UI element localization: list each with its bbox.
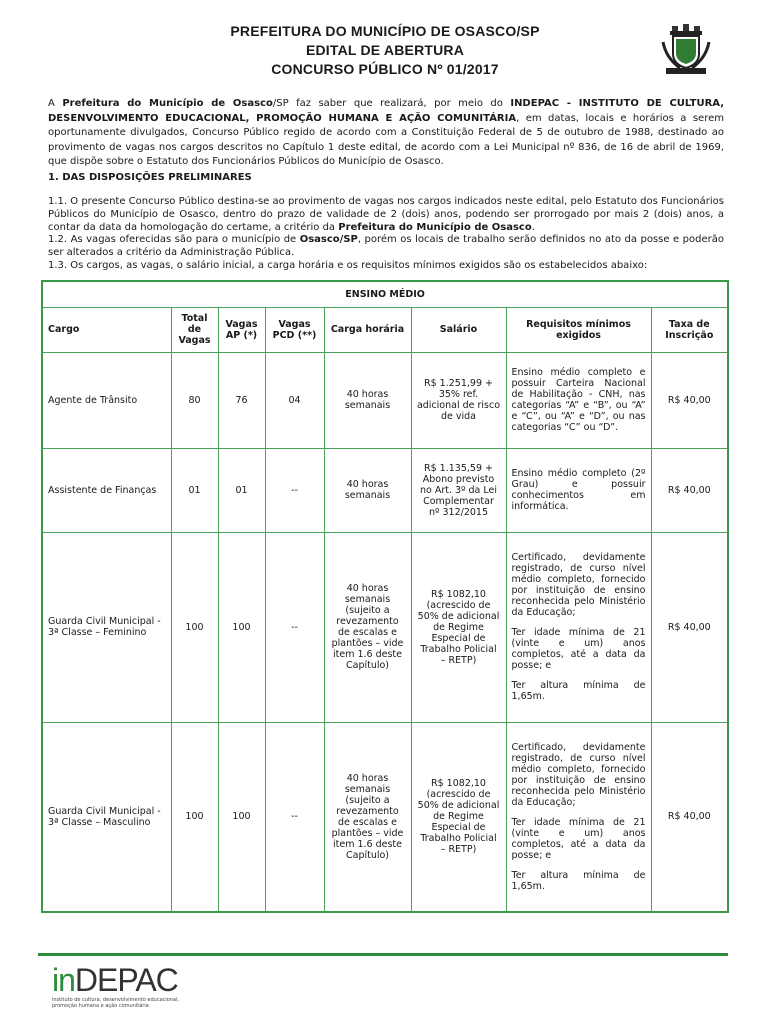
section-1-body [48, 196, 724, 273]
indepac-logo [52, 962, 179, 1009]
cell-requisitos: Ensino médio completo (2º Grau) e possuir conhecimentos em informática. [506, 448, 651, 532]
cell-pcd: 04 [265, 352, 324, 448]
header-line-3: CONCURSO PÚBLICO Nº 01/2017 [271, 61, 499, 77]
cell-requisitos: Certificado, devidamente registrado, de curso nível médio completo, fornecido por instituição de ensino reconhecida pelo Ministério da Educação; Ter idade mínima de 21 (vinte e um) anos completos, até a data da posse; e Ter altura mínima de 1,65m. [506, 722, 651, 912]
header-cargo: Cargo [42, 307, 171, 352]
intro-indepac: INDEPAC - INSTITUTO DE CULTURA, DESENVOLVIMENTO EDUCACIONAL, PROMOÇÃO HUMANA E AÇÃO COMUNITÁRIA [48, 98, 725, 124]
header-vagas-ap: Vagas AP (*) [218, 307, 265, 352]
footer-divider [38, 953, 728, 956]
cell-ap: 100 [218, 532, 265, 722]
cell-salario: R$ 1082,10 (acrescido de 50% de adicional de Regime Especial de Trabalho Policial – RETP) [411, 532, 506, 722]
cell-cargo: Guarda Civil Municipal - 3ª Classe – Feminino [42, 532, 171, 722]
cell-cargo: Assistente de Finanças [42, 448, 171, 532]
cell-total: 01 [171, 448, 218, 532]
table-row [42, 352, 728, 448]
cell-salario: R$ 1.135,59 + Abono previsto no Art. 3º da Lei Complementar nº 312/2015 [411, 448, 506, 532]
cell-taxa: R$ 40,00 [651, 448, 728, 532]
cell-taxa: R$ 40,00 [651, 352, 728, 448]
header-line-1: PREFEITURA DO MUNICÍPIO DE OSASCO/SP [230, 23, 540, 39]
cell-cargo: Guarda Civil Municipal - 3ª Classe – Masculino [42, 722, 171, 912]
cell-taxa: R$ 40,00 [651, 532, 728, 722]
cell-cargo: Agente de Trânsito [42, 352, 171, 448]
table-row [42, 448, 728, 532]
section-1-title: 1. DAS DISPOSIÇÕES PRELIMINARES [48, 172, 252, 183]
header-total-vagas: Total de Vagas [171, 307, 218, 352]
cell-carga: 40 horas semanais (sujeito a revezamento de escalas e plantões – vide item 1.6 deste Capítulo) [324, 722, 411, 912]
cell-ap: 01 [218, 448, 265, 532]
header-taxa: Taxa de Inscrição [651, 307, 728, 352]
table-row [42, 722, 728, 912]
cell-pcd: -- [265, 722, 324, 912]
header-requisitos: Requisitos mínimos exigidos [506, 307, 651, 352]
cell-requisitos: Ensino médio completo e possuir Carteira Nacional de Habilitação - CNH, nas categorias “A” e “B”, ou “A” e “C”, ou “A” e “D”, ou nas categorias “C” ou “D”. [506, 352, 651, 448]
header-salario: Salário [411, 307, 506, 352]
cell-total: 100 [171, 722, 218, 912]
header-vagas-pcd: Vagas PCD (**) [265, 307, 324, 352]
intro-prefeitura: Prefeitura do Município de Osasco [62, 98, 273, 109]
intro-paragraph: A Prefeitura do Município de Osasco/SP faz saber que realizará, por meio do INDEPAC - INSTITUTO DE CULTURA, DESENVOLVIMENTO EDUCACIONAL, PROMOÇÃO HUMANA E AÇÃO COMUNITÁRIA, em datas, locais e horários a serem oportunamente divulgados, Concurso Público regido de acordo com a Constituição Federal de 5 de outubro de 1988, destinado ao provimento de vagas nos cargos descritos no Capítulo 1 deste edital, de acordo com a Lei Municipal nº 836, de 16 de abril de 1969, que dispõe sobre o Estatuto dos Funcionários Públicos do Município de Osasco. [48, 98, 725, 168]
logo-wordmark: inDEPAC [52, 962, 178, 998]
cell-carga: 40 horas semanais [324, 352, 411, 448]
cell-ap: 100 [218, 722, 265, 912]
cell-carga: 40 horas semanais (sujeito a revezamento de escalas e plantões – vide item 1.6 deste Capítulo) [324, 532, 411, 722]
item-1-1: 1.1. O presente Concurso Público destina-se ao provimento de vagas nos cargos indicados neste edital, pelo Estatuto dos Funcionários Públicos do Município de Osasco, dentro do prazo de validade de 2 (dois) anos, podendo ser prorrogado por mais 2 (dois) anos, a contar da data da homologação do certame, a critério da Prefeitura do Município de Osasco. [48, 196, 724, 233]
cell-requisitos: Certificado, devidamente registrado, de curso nível médio completo, fornecido por instituição de ensino reconhecida pelo Ministério da Educação; Ter idade mínima de 21 (vinte e um) anos completos, até a data da posse; e Ter altura mínima de 1,65m. [506, 532, 651, 722]
logo-tagline: instituto de cultura, desenvolvimento educacional, promoção humana e ação comunitária [52, 997, 180, 1009]
cell-ap: 76 [218, 352, 265, 448]
cell-total: 100 [171, 532, 218, 722]
cell-carga: 40 horas semanais [324, 448, 411, 532]
header-carga-horaria: Carga horária [324, 307, 411, 352]
cell-salario: R$ 1.251,99 + 35% ref. adicional de risco de vida [411, 352, 506, 448]
cell-taxa: R$ 40,00 [651, 722, 728, 912]
cell-pcd: -- [265, 448, 324, 532]
item-1-3: 1.3. Os cargos, as vagas, o salário inicial, a carga horária e os requisitos mínimos exigidos são os estabelecidos abaixo: [48, 259, 648, 271]
document-header [0, 22, 770, 79]
cell-salario: R$ 1082,10 (acrescido de 50% de adicional de Regime Especial de Trabalho Policial – RETP) [411, 722, 506, 912]
cell-total: 80 [171, 352, 218, 448]
header-line-2: EDITAL DE ABERTURA [305, 42, 465, 58]
cell-pcd: -- [265, 532, 324, 722]
table-row [42, 532, 728, 722]
ensino-medio-table [41, 280, 729, 913]
item-1-2: 1.2. As vagas oferecidas são para o município de Osasco/SP, porém os locais de trabalho serão definidos no ato da posse e poderão ser alterados a critério da Administração Pública. [48, 234, 724, 259]
table-title: ENSINO MÉDIO [42, 281, 728, 307]
municipal-crest-icon [660, 24, 712, 76]
